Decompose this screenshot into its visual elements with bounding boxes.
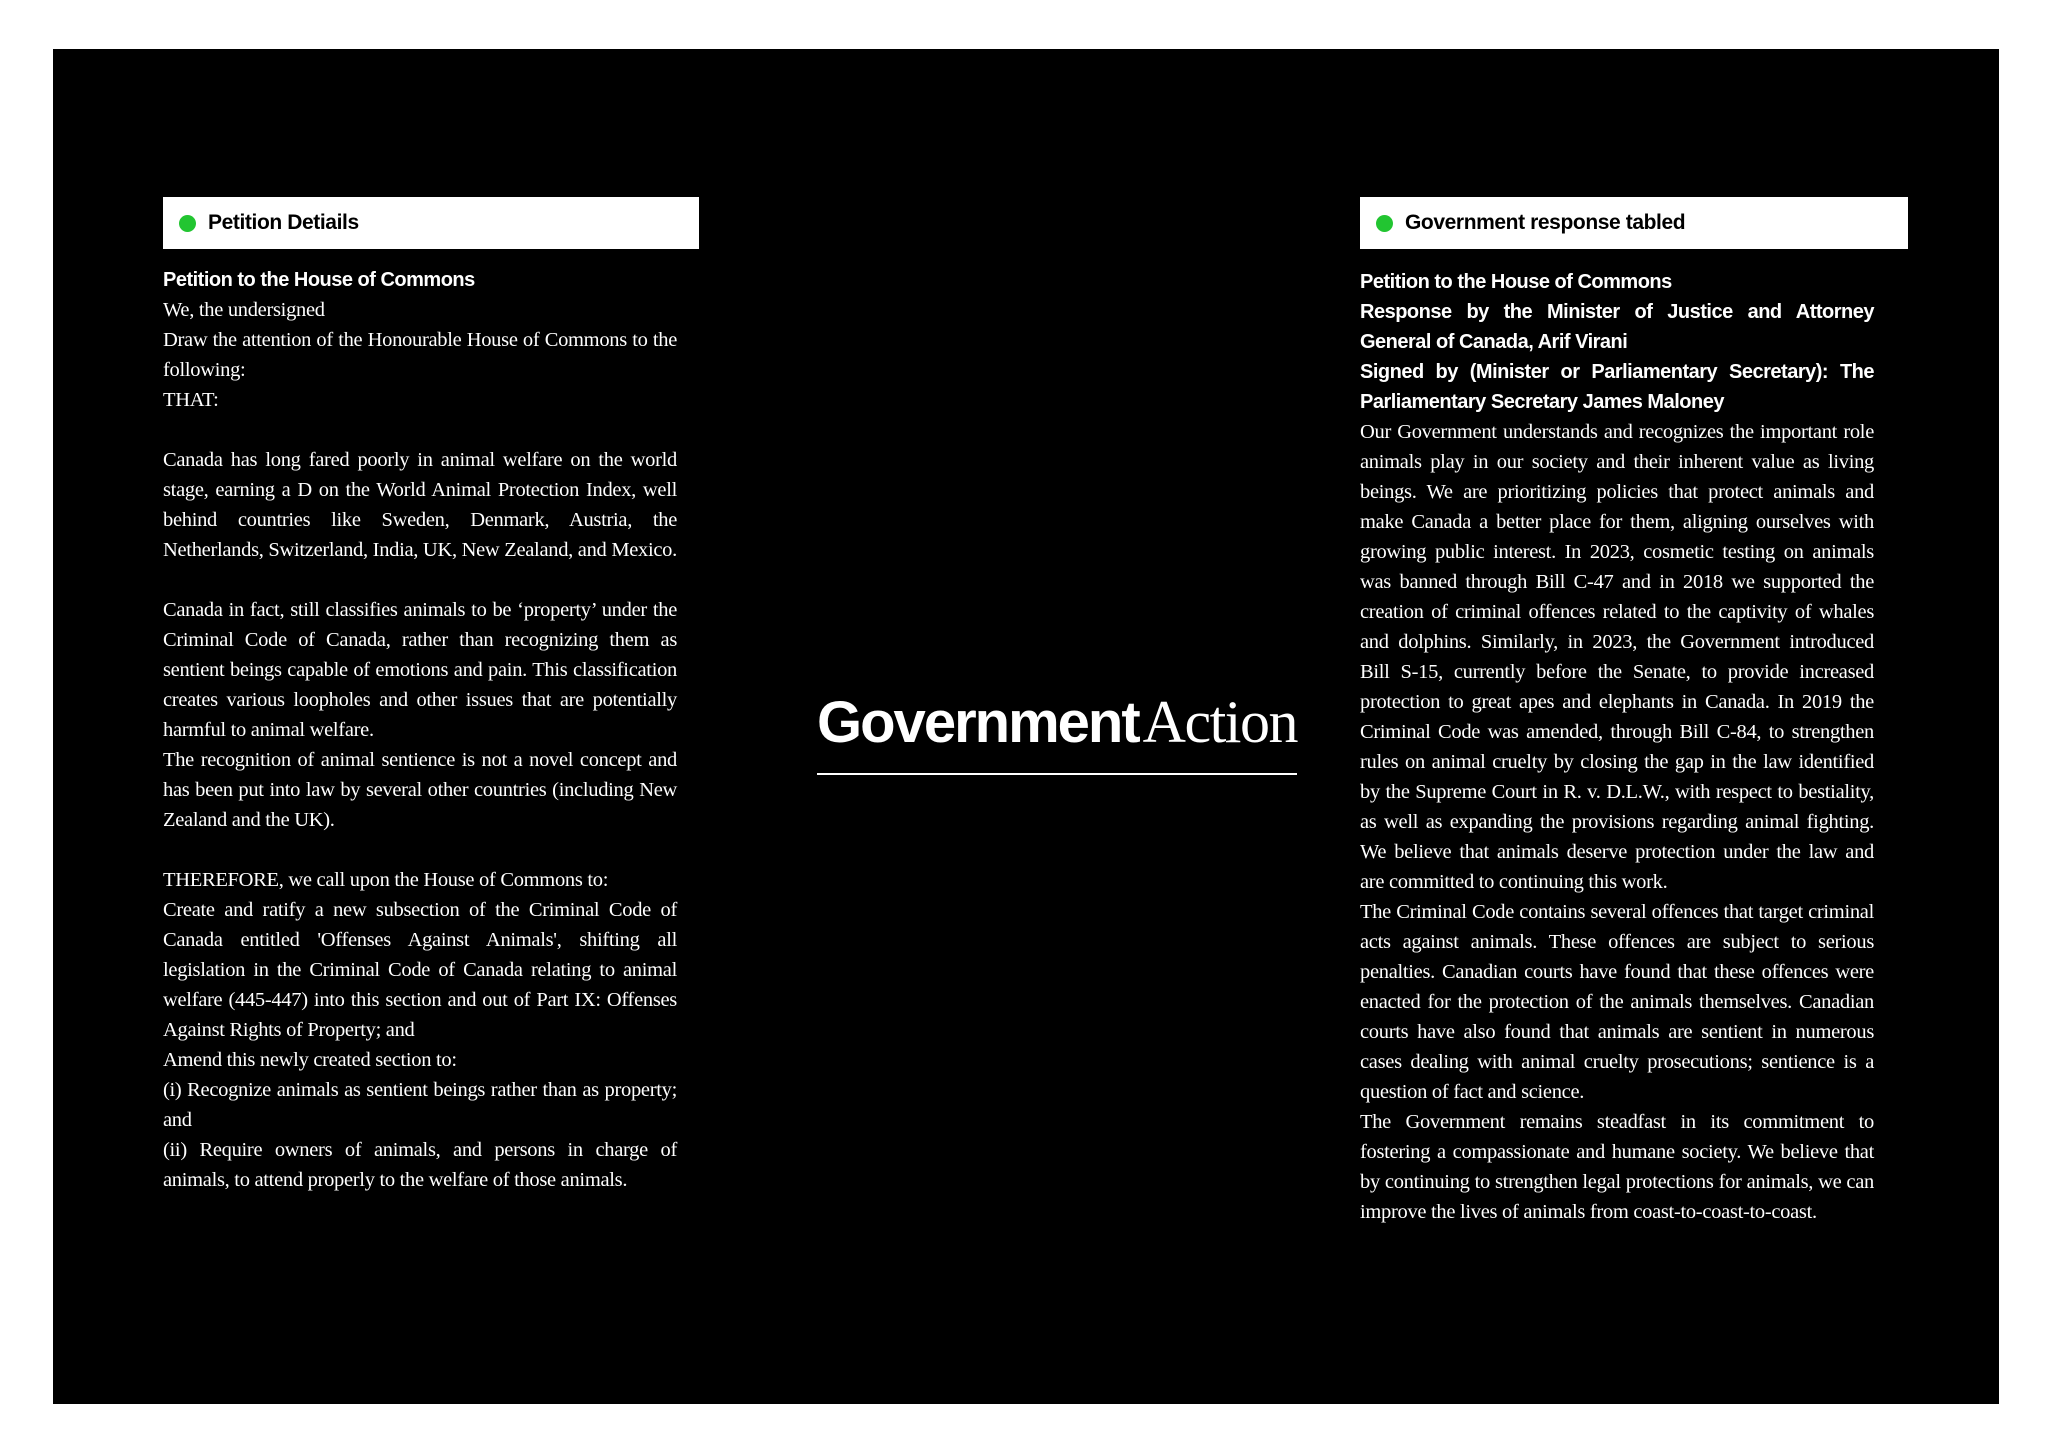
page-title xyxy=(755,687,1359,775)
document-spread xyxy=(53,49,1999,1404)
response-heading: Signed by (Minister or Parliamentary Secretary): The Parliamentary Secretary James Maloney xyxy=(1360,361,1874,413)
government-response-column xyxy=(1360,197,1908,1227)
petition-details-header xyxy=(163,197,699,249)
petition-intro-line: THAT: xyxy=(163,389,219,411)
page-title-underlined xyxy=(817,687,1297,775)
paragraph-spacer xyxy=(163,565,677,595)
response-body xyxy=(1360,267,1874,1227)
government-response-header-label: Government response tabled xyxy=(1405,211,1686,234)
response-paragraph: The Criminal Code contains several offences that target criminal acts against animals. These offences are subject to serious penalties. Canadian courts have found that these offences were enacted for the protection of the animals themselves. Canadian courts have also found that animals are sentient in numerous cases dealing with animal cruelty prosecutions; sentience is a question of fact and science. xyxy=(1360,901,1874,1103)
petition-body xyxy=(163,265,677,1195)
petition-intro-line: Draw the attention of the Honourable House of Commons to the following: xyxy=(163,329,677,381)
response-paragraph: The Government remains steadfast in its commitment to fostering a compassionate and humane society. We believe that by continuing to strengthen legal protections for animals, we can improve the lives of animals from coast-to-coast-to-coast. xyxy=(1360,1111,1874,1223)
petition-paragraph: The recognition of animal sentience is not a novel concept and has been put into law by several other countries (including New Zealand and the UK). xyxy=(163,749,677,831)
petition-item: (ii) Require owners of animals, and persons in charge of animals, to attend properly to the welfare of those animals. xyxy=(163,1139,677,1191)
page-title-light: Action xyxy=(1142,689,1297,755)
petition-details-header-label: Petition Detiails xyxy=(208,211,359,234)
petition-heading: Petition to the House of Commons xyxy=(163,269,475,291)
page-title-bold: Government xyxy=(817,690,1139,755)
petition-intro-line: We, the undersigned xyxy=(163,299,325,321)
status-dot-icon xyxy=(179,215,196,232)
response-paragraph: Our Government understands and recognizes the important role animals play in our society and their inherent value as living beings. We are prioritizing policies that protect animals and make Canada a better place for them, aligning ourselves with growing public interest. In 2023, cosmetic testing on animals was banned through Bill C-47 and in 2018 we supported the creation of criminal offences related to the captivity of whales and dolphins. Similarly, in 2023, the Government introduced Bill S-15, currently before the Senate, to provide increased protection to great apes and elephants in Canada. In 2019 the Criminal Code was amended, through Bill C-84, to strengthen rules on animal cruelty by closing the gap in the law identified by the Supreme Court in R. v. D.L.W., with respect to bestiality, as well as expanding the provisions regarding animal fighting. We believe that animals deserve protection under the law and are committed to continuing this work. xyxy=(1360,421,1874,893)
petition-paragraph: Canada has long fared poorly in animal welfare on the world stage, earning a D on the World Animal Protection Index, well behind countries like Sweden, Denmark, Austria, the Netherlands, Switzerland, India, UK, New Zealand, and Mexico. xyxy=(163,449,677,561)
petition-amend-clause: Amend this newly created section to: xyxy=(163,1049,457,1071)
paragraph-spacer xyxy=(163,835,677,865)
petition-therefore: THEREFORE, we call upon the House of Commons to: xyxy=(163,869,609,891)
petition-paragraph: Canada in fact, still classifies animals to be ‘property’ under the Criminal Code of Canada, rather than recognizing them as sentient beings capable of emotions and pain. This classification creates various loopholes and other issues that are potentially harmful to animal welfare. xyxy=(163,599,677,741)
status-dot-icon xyxy=(1376,215,1393,232)
petition-create-clause: Create and ratify a new subsection of the Criminal Code of Canada entitled 'Offenses Against Animals', shifting all legislation in the Criminal Code of Canada relating to animal welfare (445-447) into this section and out of Part IX: Offenses Against Rights of Property; and xyxy=(163,899,677,1041)
petition-item: (i) Recognize animals as sentient beings rather than as property; and xyxy=(163,1079,677,1131)
paragraph-spacer xyxy=(163,415,677,445)
response-heading: Petition to the House of Commons xyxy=(1360,271,1672,293)
response-heading: Response by the Minister of Justice and Attorney General of Canada, Arif Virani xyxy=(1360,301,1874,353)
government-response-header xyxy=(1360,197,1908,249)
petition-details-column xyxy=(163,197,699,1195)
